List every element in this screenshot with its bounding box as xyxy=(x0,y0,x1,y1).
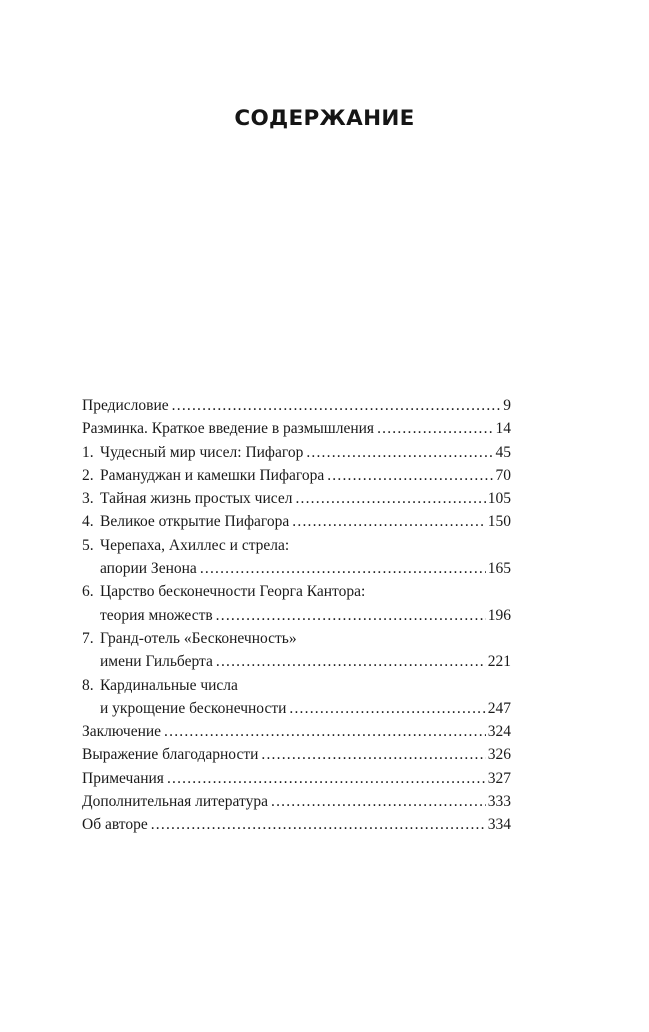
toc-entry-label: и укрощение бесконечности xyxy=(100,699,287,717)
toc-entry-label: Великое открытие Пифагора xyxy=(100,513,290,531)
dot-leader xyxy=(172,394,502,417)
toc-entry-label: Чудесный мир чисел: Пифагор xyxy=(100,443,304,461)
toc-entry-chapter-7-line-2[interactable] xyxy=(82,650,511,673)
toc-entry-notes[interactable] xyxy=(82,767,511,790)
toc-entry-chapter-5-line-2[interactable] xyxy=(82,557,511,580)
toc-page-number: 324 xyxy=(487,723,511,741)
toc-page-number: 165 xyxy=(487,560,511,578)
toc-entry-label: имени Гильберта xyxy=(100,653,213,671)
dot-leader xyxy=(327,464,493,487)
toc-entry-label: Тайная жизнь простых чисел xyxy=(100,490,293,508)
toc-entry-conclusion[interactable] xyxy=(82,720,511,743)
toc-entry-chapter-6-line-1[interactable] xyxy=(82,580,511,603)
toc-page-number: 196 xyxy=(487,606,511,624)
toc-entry-label: Предисловие xyxy=(82,397,169,414)
toc-entry-warmup[interactable] xyxy=(82,417,511,440)
toc-page-number: 105 xyxy=(487,490,511,508)
toc-page-number: 150 xyxy=(487,513,511,531)
toc-entry-chapter-5-line-1[interactable] xyxy=(82,534,511,557)
toc-page-number: 221 xyxy=(487,653,511,671)
toc-entry-label: Царство бесконечности Георга Кантора: xyxy=(100,583,366,601)
toc-entry-label: Выражение благодарности xyxy=(82,746,259,764)
toc-entry-chapter-2[interactable] xyxy=(82,464,511,487)
toc-entry-label: Рамануджан и камешки Пифагора xyxy=(100,466,325,484)
toc-entry-chapter-1[interactable] xyxy=(82,441,511,464)
toc-page-number: 9 xyxy=(503,397,511,414)
dot-leader xyxy=(261,743,485,766)
toc-entry-label: апории Зенона xyxy=(100,560,197,578)
dot-leader xyxy=(216,650,486,673)
table-of-contents xyxy=(82,394,511,837)
toc-entry-acknowledgements[interactable] xyxy=(82,743,511,766)
toc-entry-label: теория множеств xyxy=(100,606,213,624)
chapter-number: 7. xyxy=(82,629,94,647)
page-title: СОДЕРЖАНИЕ xyxy=(234,106,415,131)
dot-leader xyxy=(200,557,486,580)
chapter-number: 3. xyxy=(82,490,94,508)
dot-leader xyxy=(289,697,485,720)
dot-leader xyxy=(216,604,486,627)
toc-entry-about-author[interactable] xyxy=(82,813,511,836)
toc-entry-label: Примечания xyxy=(82,769,164,787)
dot-leader xyxy=(377,417,493,440)
toc-entry-label: Гранд-отель «Бесконечность» xyxy=(100,629,297,647)
chapter-number: 6. xyxy=(82,583,94,601)
toc-entry-chapter-8-line-2[interactable] xyxy=(82,697,511,720)
toc-entry-label: Черепаха, Ахиллес и стрела: xyxy=(100,536,290,554)
chapter-number: 2. xyxy=(82,466,94,484)
toc-page-number: 247 xyxy=(487,699,511,717)
dot-leader xyxy=(271,790,486,813)
toc-entry-chapter-6-line-2[interactable] xyxy=(82,604,511,627)
chapter-number: 4. xyxy=(82,513,94,531)
chapter-number: 5. xyxy=(82,536,94,554)
dot-leader xyxy=(167,767,486,790)
chapter-number: 8. xyxy=(82,676,94,694)
dot-leader xyxy=(306,441,493,464)
toc-page-number: 326 xyxy=(487,746,511,764)
toc-entry-chapter-4[interactable] xyxy=(82,510,511,533)
toc-entry-further-reading[interactable] xyxy=(82,790,511,813)
toc-page-number: 70 xyxy=(495,466,511,484)
toc-entry-chapter-8-line-1[interactable] xyxy=(82,674,511,697)
toc-entry-label: Заключение xyxy=(82,723,162,741)
toc-entry-preface[interactable] xyxy=(82,394,511,417)
dot-leader xyxy=(292,510,485,533)
toc-entry-label: Об авторе xyxy=(82,816,148,834)
toc-page-number: 14 xyxy=(495,420,511,438)
dot-leader xyxy=(164,720,486,743)
toc-page-number: 334 xyxy=(487,816,511,834)
dot-leader xyxy=(295,487,485,510)
toc-page-number: 45 xyxy=(495,443,511,461)
toc-entry-label: Разминка. Краткое введение в размышления xyxy=(82,420,375,438)
toc-page-number: 327 xyxy=(487,769,511,787)
toc-page-number: 333 xyxy=(487,793,511,811)
chapter-number: 1. xyxy=(82,443,94,461)
toc-entry-chapter-7-line-1[interactable] xyxy=(82,627,511,650)
toc-entry-label: Кардинальные числа xyxy=(100,676,238,694)
dot-leader xyxy=(151,813,486,836)
toc-entry-chapter-3[interactable] xyxy=(82,487,511,510)
toc-entry-label: Дополнительная литература xyxy=(82,793,268,811)
